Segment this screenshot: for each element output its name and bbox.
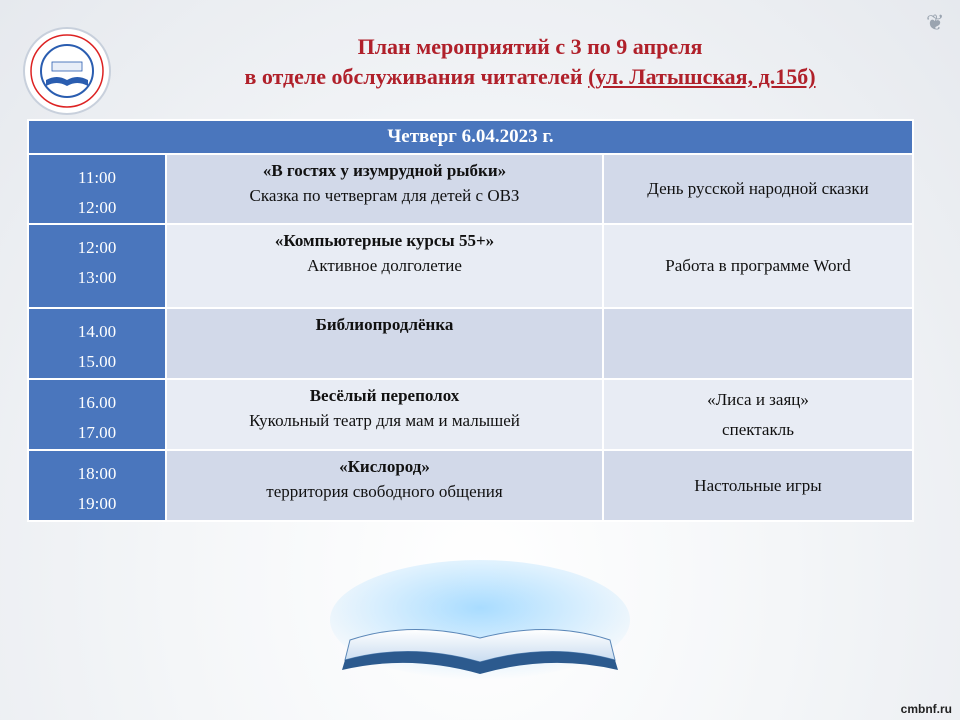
note-cell — [603, 224, 913, 308]
event-cell — [166, 379, 603, 450]
note-cell — [603, 450, 913, 521]
title-line-2-text: в отделе обслуживания читателей — [244, 64, 589, 89]
time-start: 14.00 — [77, 322, 117, 341]
time-end: 13:00 — [77, 268, 117, 287]
time-end: 12:00 — [77, 198, 117, 217]
open-book-illustration — [330, 560, 630, 690]
day-header: Четверг 6.04.2023 г. — [28, 120, 913, 154]
event-cell — [166, 308, 603, 379]
title-address: (ул. Латышская, д.15б) — [588, 64, 816, 89]
table-row — [28, 224, 913, 308]
time-cell — [28, 308, 166, 379]
title-line-1: План мероприятий с 3 по 9 апреля — [357, 34, 703, 59]
note-line-1: День русской народной сказки — [647, 179, 869, 198]
title-line-2 — [130, 62, 930, 92]
note-cell — [603, 308, 913, 379]
time-start: 12:00 — [77, 238, 117, 257]
table-row — [28, 450, 913, 521]
table-row — [28, 308, 913, 379]
event-cell — [166, 224, 603, 308]
time-end: 19:00 — [77, 494, 117, 513]
time-cell — [28, 450, 166, 521]
schedule-table — [27, 119, 914, 522]
note-cell — [603, 154, 913, 224]
time-start: 11:00 — [77, 168, 117, 187]
table-row — [28, 379, 913, 450]
event-description: Сказка по четвергам для детей с ОВЗ — [249, 186, 520, 205]
event-description: территория свободного общения — [266, 482, 503, 501]
note-line-1: Настольные игры — [694, 475, 822, 495]
event-name: «Кислород» — [339, 457, 430, 476]
note-line-2: спектакль — [722, 419, 794, 439]
corner-ornament-icon: ❦ — [926, 10, 945, 35]
time-cell — [28, 379, 166, 450]
watermark: cmbnf.ru — [900, 702, 952, 716]
event-description: Кукольный театр для мам и малышей — [249, 411, 520, 430]
time-start: 18:00 — [77, 464, 117, 483]
table-row — [28, 154, 913, 224]
time-cell — [28, 154, 166, 224]
time-end: 15.00 — [77, 352, 117, 371]
event-cell — [166, 450, 603, 521]
event-description: Активное долголетие — [307, 256, 462, 275]
event-cell — [166, 154, 603, 224]
event-name: Библиопродлёнка — [315, 315, 454, 334]
time-cell — [28, 224, 166, 308]
event-name: Весёлый переполох — [309, 386, 460, 405]
library-logo — [22, 26, 112, 116]
page-title — [130, 32, 930, 92]
time-start: 16.00 — [77, 393, 117, 412]
note-line-1: Работа в программе Word — [665, 256, 851, 275]
event-name: «В гостях у изумрудной рыбки» — [262, 161, 507, 180]
note-cell — [603, 379, 913, 450]
event-name: «Компьютерные курсы 55+» — [274, 231, 495, 250]
time-end: 17.00 — [77, 423, 117, 442]
note-line-1: «Лиса и заяц» — [707, 389, 809, 409]
